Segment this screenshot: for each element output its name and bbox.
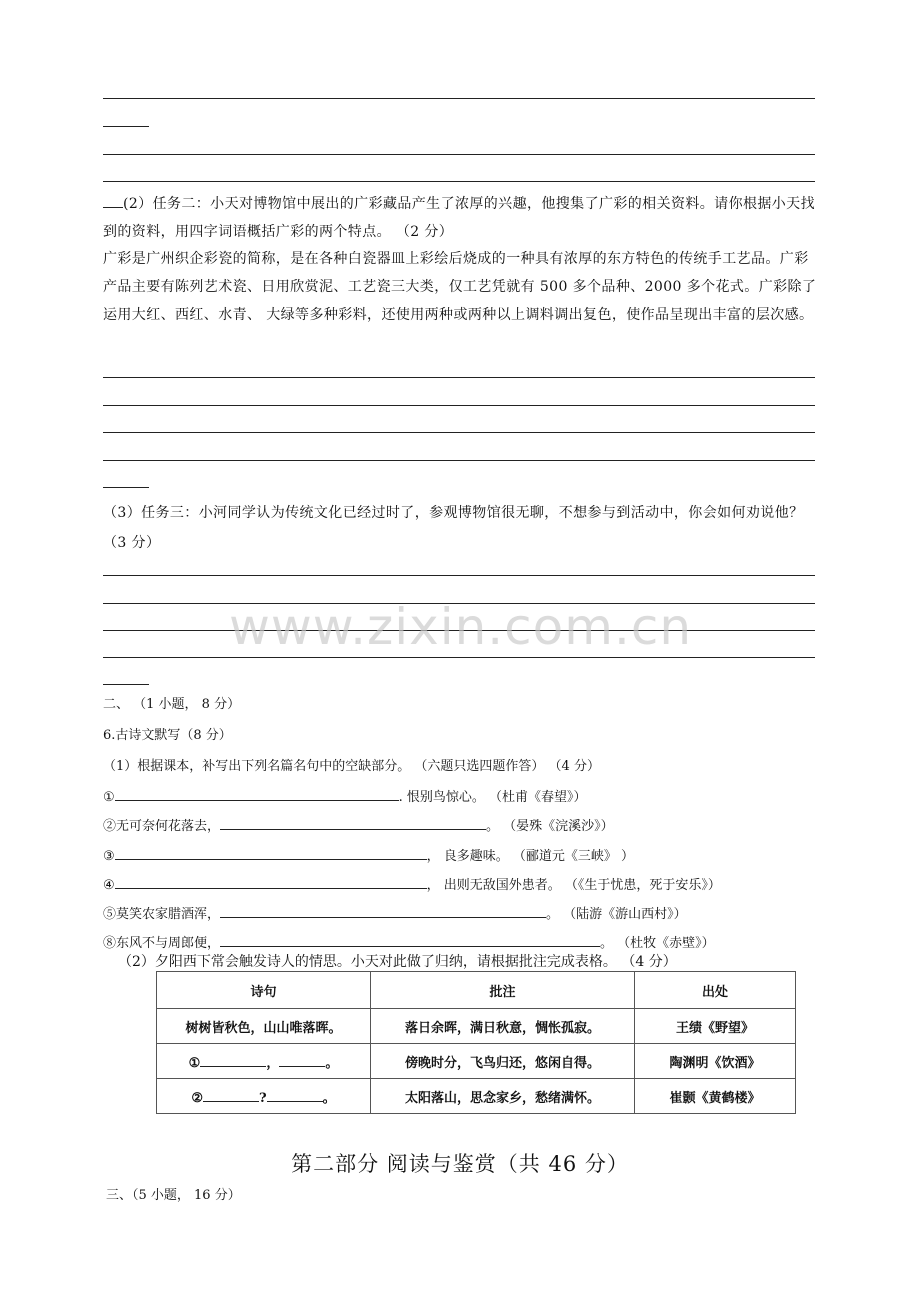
fill-item [103, 874, 721, 893]
table-cell-line: 树树皆秋色，山山唯落晖。 [157, 1009, 371, 1044]
answer-blank [103, 195, 123, 208]
answer-line [103, 405, 815, 406]
answer-line [103, 181, 815, 182]
fill-item [103, 786, 587, 805]
fill-blank-input[interactable] [115, 876, 427, 889]
task2-question [103, 190, 817, 246]
fill-blank-input[interactable] [220, 934, 600, 947]
fill-item-suffix: . 恨别鸟惊心。 （杜甫《春望》） [398, 790, 587, 805]
answer-line-short [103, 487, 149, 488]
fill-item-prefix: ⑤莫笑农家腊酒浑， [103, 907, 221, 922]
task2-material: 广彩是广州织企彩瓷的简称，是在各种白瓷器皿上彩绘后烧成的一种具有浓厚的东方特色的传统手工艺品。广彩产品主要有陈列艺术瓷、日用欣赏泥、工艺瓷三大类，仅工艺凭就有 500 多个品种、2000 多个花式。广彩除了运用大红、西红、水青、 大绿等多种彩料，还使用两种或两种以上调料调出复色，使作品呈现出丰富的层次感。 [103, 251, 817, 323]
fill-blank-input[interactable] [220, 817, 486, 830]
table-cell-source: 陶渊明《饮酒》 [635, 1044, 796, 1079]
poetry-table [156, 971, 796, 1114]
fill-item-prefix: ②无可奈何花落去， [103, 819, 221, 834]
answer-line [103, 657, 815, 658]
fill-item-prefix: ① [103, 790, 115, 805]
table-cell-line [157, 1079, 371, 1114]
answer-line-short [103, 126, 149, 127]
blank-number: ② [191, 1090, 203, 1106]
table-blank-input[interactable] [267, 1091, 323, 1102]
blank-end: 。 [325, 1055, 339, 1071]
answer-line [103, 432, 815, 433]
fill-item-prefix: ④ [103, 878, 115, 893]
fill-item-suffix: 。 （陆游《游山西村》） [546, 907, 687, 922]
question-6-title: 6.古诗文默写（8 分） [103, 728, 232, 743]
fill-item [103, 903, 687, 922]
table-cell-source: 王绩《野望》 [635, 1009, 796, 1044]
blank-end: 。 [322, 1090, 336, 1106]
part-title: 第二部分 阅读与鉴赏（共 46 分） [291, 1152, 629, 1176]
table-row [157, 1079, 796, 1114]
fill-item-prefix: ⑧东风不与周郎便， [103, 936, 221, 951]
table-row [157, 1044, 796, 1079]
answer-line-short [103, 684, 149, 685]
watermark: www.zixin.com.cn [229, 598, 693, 656]
table-cell-line [157, 1044, 371, 1079]
table-cell-note: 傍晚时分，飞鸟归还，悠闲自得。 [371, 1044, 635, 1079]
table-row [157, 1009, 796, 1044]
fill-item [103, 845, 634, 864]
answer-line [103, 460, 815, 461]
blank-separator: ， [266, 1055, 280, 1071]
answer-line [103, 154, 815, 155]
answer-line [103, 98, 815, 99]
table-blank-input[interactable] [200, 1056, 266, 1067]
fill-blank-input[interactable] [115, 788, 399, 801]
fill-blank-input[interactable] [220, 905, 546, 918]
fill-item-suffix: 。 （晏殊《浣溪沙》） [486, 819, 614, 834]
section-header: 三、（5 小题， 16 分） [106, 1188, 241, 1203]
table-header: 诗句 [157, 972, 371, 1009]
answer-line [103, 377, 815, 378]
blank-number: ① [188, 1055, 201, 1071]
answer-line [103, 575, 815, 576]
table-cell-note: 太阳落山，思念家乡，愁绪满怀。 [371, 1079, 635, 1114]
table-header: 批注 [371, 972, 635, 1009]
table-blank-input[interactable] [279, 1056, 325, 1067]
table-cell-source: 崔颢《黄鹤楼》 [635, 1079, 796, 1114]
fill-item-suffix: ， 良多趣味。 （郦道元《三峡》 ） [426, 849, 635, 864]
table-header-row [157, 972, 796, 1009]
question-6-2: （2）夕阳西下常会触发诗人的情思。小天对此做了归纳，请根据批注完成表格。 （4 分） [118, 954, 677, 970]
task2-question-text: (2）任务二：小天对博物馆中展出的广彩藏品产生了浓厚的兴趣，他搜集了广彩的相关资料。请你根据小天找到的资料，用四字词语概括广彩的两个特点。 （2 分） [103, 196, 815, 240]
fill-item-suffix: ， 出则无敌国外患者。 （《生于忧患，死于安乐》） [426, 878, 721, 893]
table-blank-input[interactable] [203, 1091, 259, 1102]
blank-separator: ? [259, 1090, 267, 1106]
question-6-1: （1）根据课本，补写出下列名篇名句中的空缺部分。 （六题只选四题作答） （4 分） [103, 759, 600, 774]
section-header: 二、 （1 小题， 8 分） [103, 697, 241, 712]
fill-blank-input[interactable] [115, 847, 427, 860]
fill-item [103, 815, 614, 834]
fill-item-prefix: ③ [103, 849, 115, 864]
fill-item-suffix: 。 （杜牧《赤壁》） [600, 936, 715, 951]
fill-item [103, 932, 715, 951]
table-header: 出处 [635, 972, 796, 1009]
table-cell-note: 落日余晖，满日秋意，惆怅孤寂。 [371, 1009, 635, 1044]
task3-question: （3）任务三：小河同学认为传统文化已经过时了，参观博物馆很无聊，不想参与到活动中，你会如何劝说他？ （3 分） [103, 505, 804, 551]
